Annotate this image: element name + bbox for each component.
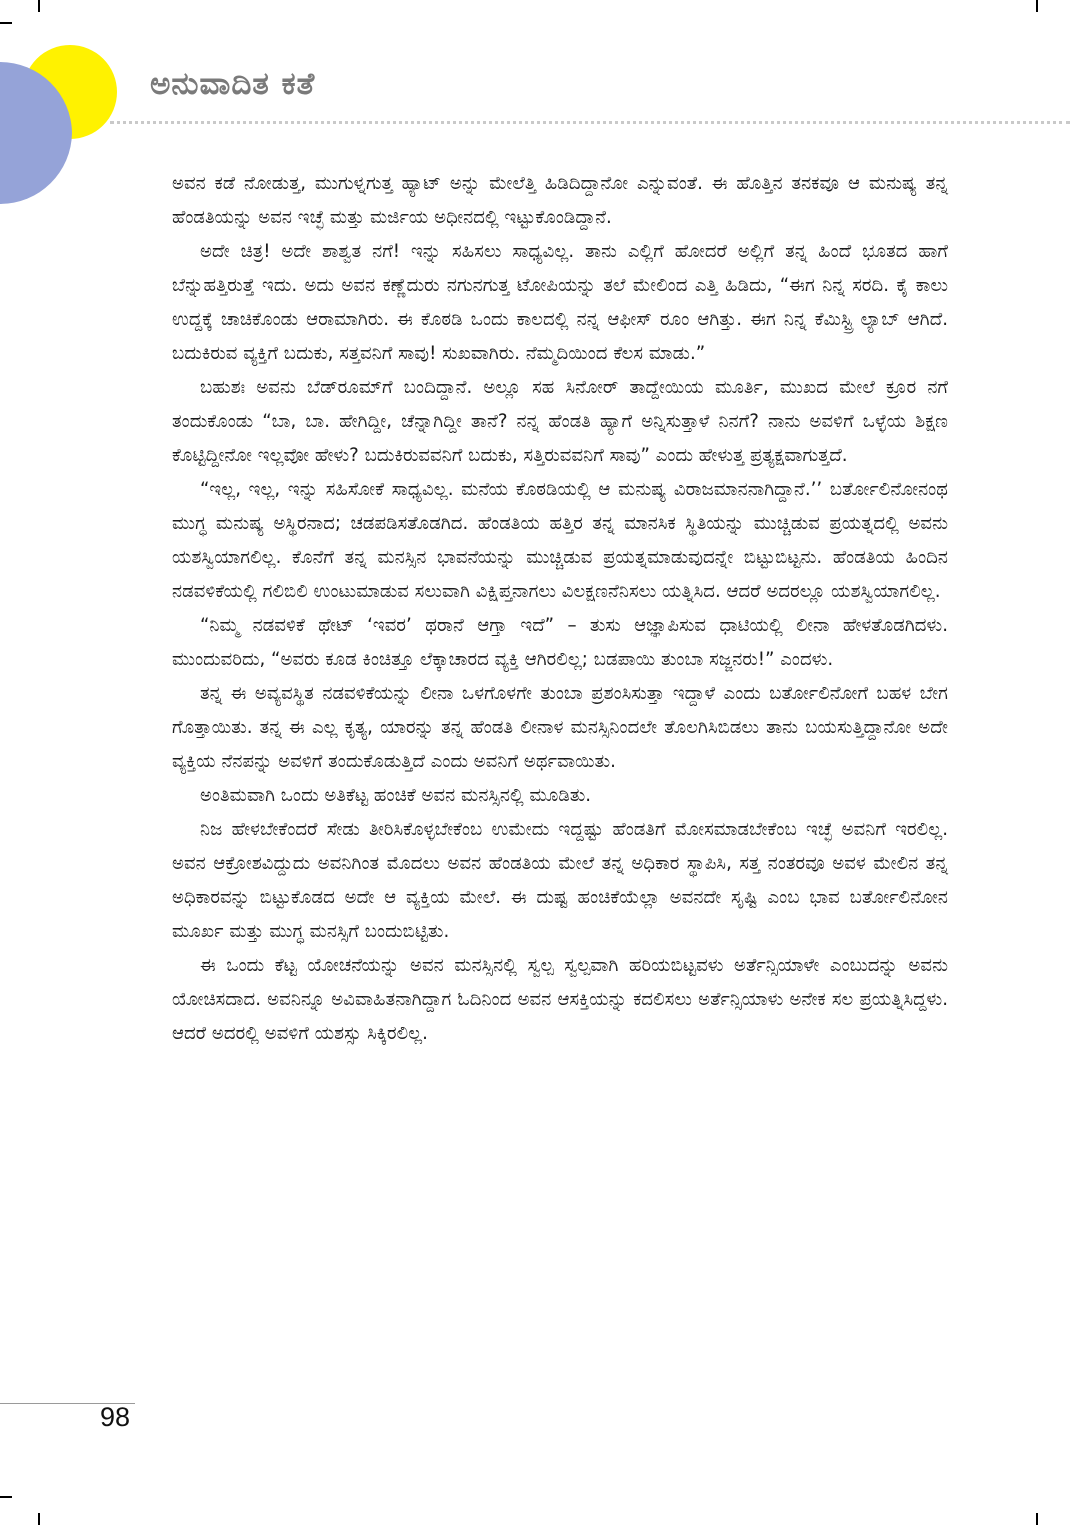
paragraph: ಅದೇ ಚಿತ್ರ! ಅದೇ ಶಾಶ್ವತ ನಗೆ! ಇನ್ನು ಸಹಿಸಲು ಸಾಧ್ಯವಿಲ್ಲ. ತಾನು ಎಲ್ಲಿಗೆ ಹೋದರೆ ಅಲ್ಲಿಗೆ ತನ್ನ ಹಿಂದೆ ಭೂತದ ಹಾಗೆ ಬೆನ್ನುಹತ್ತಿರುತ್ತೆ ಇದು. ಅದು ಅವನ ಕಣ್ಣೆದುರು ನಗುನಗುತ್ತ ಟೋಪಿಯನ್ನು ತಲೆ ಮೇಲಿಂದ ಎತ್ತಿ ಹಿಡಿದು, “ಈಗ ನಿನ್ನ ಸರದಿ. ಕೈ ಕಾಲು ಉದ್ದಕ್ಕೆ ಚಾಚಿಕೊಂಡು ಆರಾಮಾಗಿರು. ಈ ಕೊಠಡಿ ಒಂದು ಕಾಲದಲ್ಲಿ ನನ್ನ ಆಫೀಸ್ ರೂಂ ಆಗಿತ್ತು. ಈಗ ನಿನ್ನ ಕೆಮಿಸ್ಟ್ರಿ ಲ್ಯಾಬ್ ಆಗಿದೆ. ಬದುಕಿರುವ ವ್ಯಕ್ತಿಗೆ ಬದುಕು, ಸತ್ತವನಿಗೆ ಸಾವು! ಸುಖವಾಗಿರು. ನೆಮ್ಮದಿಯಿಂದ ಕೆಲಸ ಮಾಡು.” [172, 241, 948, 364]
paragraph: ಬಹುಶಃ ಅವನು ಬೆಡ್‌ರೂಮ್‌ಗೆ ಬಂದಿದ್ದಾನೆ. ಅಲ್ಲೂ ಸಹ ಸಿನೋರ್ ತಾದ್ದೇಯಿಯ ಮೂರ್ತಿ, ಮುಖದ ಮೇಲೆ ಕ್ರೂರ ನಗೆ ತಂದುಕೊಂಡು “ಬಾ, ಬಾ. ಹೇಗಿದ್ದೀ, ಚೆನ್ನಾಗಿದ್ದೀ ತಾನೆ? ನನ್ನ ಹೆಂಡತಿ ಹ್ಯಾಗೆ ಅನ್ನಿಸುತ್ತಾಳೆ ನಿನಗೆ? ನಾನು ಅವಳಿಗೆ ಒಳ್ಳೆಯ ಶಿಕ್ಷಣ ಕೊಟ್ಟಿದ್ದೀನೋ ಇಲ್ಲವೋ ಹೇಳು? ಬದುಕಿರುವವನಿಗೆ ಬದುಕು, ಸತ್ತಿರುವವನಿಗೆ ಸಾವು” ಎಂದು ಹೇಳುತ್ತ ಪ್ರತ್ಯಕ್ಷವಾಗುತ್ತದೆ. [172, 377, 948, 466]
crop-mark-bottom-left [38, 1513, 40, 1525]
paragraph: ತನ್ನ ಈ ಅವ್ಯವಸ್ಥಿತ ನಡವಳಿಕೆಯನ್ನು ಲೀನಾ ಒಳಗೊಳಗೇ ತುಂಬಾ ಪ್ರಶಂಸಿಸುತ್ತಾ ಇದ್ದಾಳೆ ಎಂದು ಬರ್ತೋಲಿನೋಗೆ ಬಹಳ ಬೇಗ ಗೊತ್ತಾಯಿತು. ತನ್ನ ಈ ಎಲ್ಲ ಕೃತ್ಯ, ಯಾರನ್ನು ತನ್ನ ಹೆಂಡತಿ ಲೀನಾಳ ಮನಸ್ಸಿನಿಂದಲೇ ತೊಲಗಿಸಿಬಿಡಲು ತಾನು ಬಯಸುತ್ತಿದ್ದಾನೋ ಅದೇ ವ್ಯಕ್ತಿಯ ನೆನಪನ್ನು ಅವಳಿಗೆ ತಂದುಕೊಡುತ್ತಿದೆ ಎಂದು ಅವನಿಗೆ ಅರ್ಥವಾಯಿತು. [172, 683, 948, 772]
crop-mark-top-right [1036, 0, 1038, 12]
paragraph: ನಿಜ ಹೇಳಬೇಕೆಂದರೆ ಸೇಡು ತೀರಿಸಿಕೊಳ್ಳಬೇಕೆಂಬ ಉಮೇದು ಇದ್ದಷ್ಟು ಹೆಂಡತಿಗೆ ಮೋಸಮಾಡಬೇಕೆಂಬ ಇಚ್ಛೆ ಅವನಿಗೆ ಇರಲಿಲ್ಲ. ಅವನ ಆಕ್ರೋಶವಿದ್ದುದು ಅವನಿಗಿಂತ ಮೊದಲು ಅವನ ಹೆಂಡತಿಯ ಮೇಲೆ ತನ್ನ ಅಧಿಕಾರ ಸ್ಥಾಪಿಸಿ, ಸತ್ತ ನಂತರವೂ ಅವಳ ಮೇಲಿನ ತನ್ನ ಅಧಿಕಾರವನ್ನು ಬಿಟ್ಟುಕೊಡದ ಅದೇ ಆ ವ್ಯಕ್ತಿಯ ಮೇಲೆ. ಈ ದುಷ್ಟ ಹಂಚಿಕೆಯೆಲ್ಲಾ ಅವನದೇ ಸೃಷ್ಟಿ ಎಂಬ ಭಾವ ಬರ್ತೋಲಿನೋನ ಮೂರ್ಖ ಮತ್ತು ಮುಗ್ಧ ಮನಸ್ಸಿಗೆ ಬಂದುಬಿಟ್ಟಿತು. [172, 819, 948, 942]
paragraph: ಈ ಒಂದು ಕೆಟ್ಟ ಯೋಚನೆಯನ್ನು ಅವನ ಮನಸ್ಸಿನಲ್ಲಿ ಸ್ವಲ್ಪ ಸ್ವಲ್ಪವಾಗಿ ಹರಿಯಬಿಟ್ಟವಳು ಅರ್ತೆನ್ಸಿಯಾಳೇ ಎಂಬುದನ್ನು ಅವನು ಯೋಚಿಸದಾದ. ಅವನಿನ್ನೂ ಅವಿವಾಹಿತನಾಗಿದ್ದಾಗ ಓದಿನಿಂದ ಅವನ ಆಸಕ್ತಿಯನ್ನು ಕದಲಿಸಲು ಅರ್ತೆನ್ಸಿಯಾಳು ಅನೇಕ ಸಲ ಪ್ರಯತ್ನಿಸಿದ್ದಳು. ಆದರೆ ಅದರಲ್ಲಿ ಅವಳಿಗೆ ಯಶಸ್ಸು ಸಿಕ್ಕಿರಲಿಲ್ಲ. [172, 955, 948, 1044]
page-number: 98 [100, 1402, 131, 1432]
crop-mark-bottom-right [1036, 1513, 1038, 1525]
story-body [172, 167, 948, 1051]
dotted-divider [110, 121, 1070, 124]
running-title: ಅನುವಾದಿತ ಕತೆ [150, 66, 316, 102]
paragraph: “ಇಲ್ಲ, ಇಲ್ಲ, ಇನ್ನು ಸಹಿಸೋಕೆ ಸಾಧ್ಯವಿಲ್ಲ. ಮನೆಯ ಕೊಠಡಿಯಲ್ಲಿ ಆ ಮನುಷ್ಯ ವಿರಾಜಮಾನನಾಗಿದ್ದಾನೆ.’’ ಬರ್ತೋಲಿನೋನಂಥ ಮುಗ್ಧ ಮನುಷ್ಯ ಅಸ್ಥಿರನಾದ; ಚಡಪಡಿಸತೊಡಗಿದ. ಹೆಂಡತಿಯ ಹತ್ತಿರ ತನ್ನ ಮಾನಸಿಕ ಸ್ಥಿತಿಯನ್ನು ಮುಚ್ಚಿಡುವ ಪ್ರಯತ್ನದಲ್ಲಿ ಅವನು ಯಶಸ್ವಿಯಾಗಲಿಲ್ಲ. ಕೊನೆಗೆ ತನ್ನ ಮನಸ್ಸಿನ ಭಾವನೆಯನ್ನು ಮುಚ್ಚಿಡುವ ಪ್ರಯತ್ನಮಾಡುವುದನ್ನೇ ಬಿಟ್ಟುಬಿಟ್ಟನು. ಹೆಂಡತಿಯ ಹಿಂದಿನ ನಡವಳಿಕೆಯಲ್ಲಿ ಗಲಿಬಿಲಿ ಉಂಟುಮಾಡುವ ಸಲುವಾಗಿ ವಿಕ್ಷಿಪ್ತನಾಗಲು ವಿಲಕ್ಷಣನೆನಿಸಲು ಯತ್ನಿಸಿದ. ಆದರೆ ಅದರಲ್ಲೂ ಯಶಸ್ವಿಯಾಗಲಿಲ್ಲ. [172, 479, 948, 602]
header-decoration [0, 0, 140, 220]
paragraph: “ನಿಮ್ಮ ನಡವಳಿಕೆ ಥೇಟ್ ‘ಇವರ’ ಥರಾನೆ ಆಗ್ತಾ ಇದೆ” – ತುಸು ಆಜ್ಞಾಪಿಸುವ ಧಾಟಿಯಲ್ಲಿ ಲೀನಾ ಹೇಳತೊಡಗಿದಳು. ಮುಂದುವರಿದು, “ಅವರು ಕೂಡ ಕಿಂಚಿತ್ತೂ ಲೆಕ್ಕಾಚಾರದ ವ್ಯಕ್ತಿ ಆಗಿರಲಿಲ್ಲ; ಬಡಪಾಯಿ ತುಂಬಾ ಸಜ್ಜನರು!” ಎಂದಳು. [172, 615, 948, 670]
paragraph: ಅಂತಿಮವಾಗಿ ಒಂದು ಅತಿಕೆಟ್ಟ ಹಂಚಿಕೆ ಅವನ ಮನಸ್ಸಿನಲ್ಲಿ ಮೂಡಿತು. [200, 785, 592, 806]
crop-mark-left-bottom [0, 1496, 12, 1498]
paragraph: ಅವನ ಕಡೆ ನೋಡುತ್ತ, ಮುಗುಳ್ನಗುತ್ತ ಹ್ಯಾಟ್ ಅನ್ನು ಮೇಲೆತ್ತಿ ಹಿಡಿದಿದ್ದಾನೋ ಎನ್ನುವಂತೆ. ಈ ಹೊತ್ತಿನ ತನಕವೂ ಆ ಮನುಷ್ಯ ತನ್ನ ಹೆಂಡತಿಯನ್ನು ಅವನ ಇಚ್ಛೆ ಮತ್ತು ಮರ್ಜಿಯ ಅಧೀನದಲ್ಲಿ ಇಟ್ಟುಕೊಂಡಿದ್ದಾನೆ. [172, 173, 948, 228]
